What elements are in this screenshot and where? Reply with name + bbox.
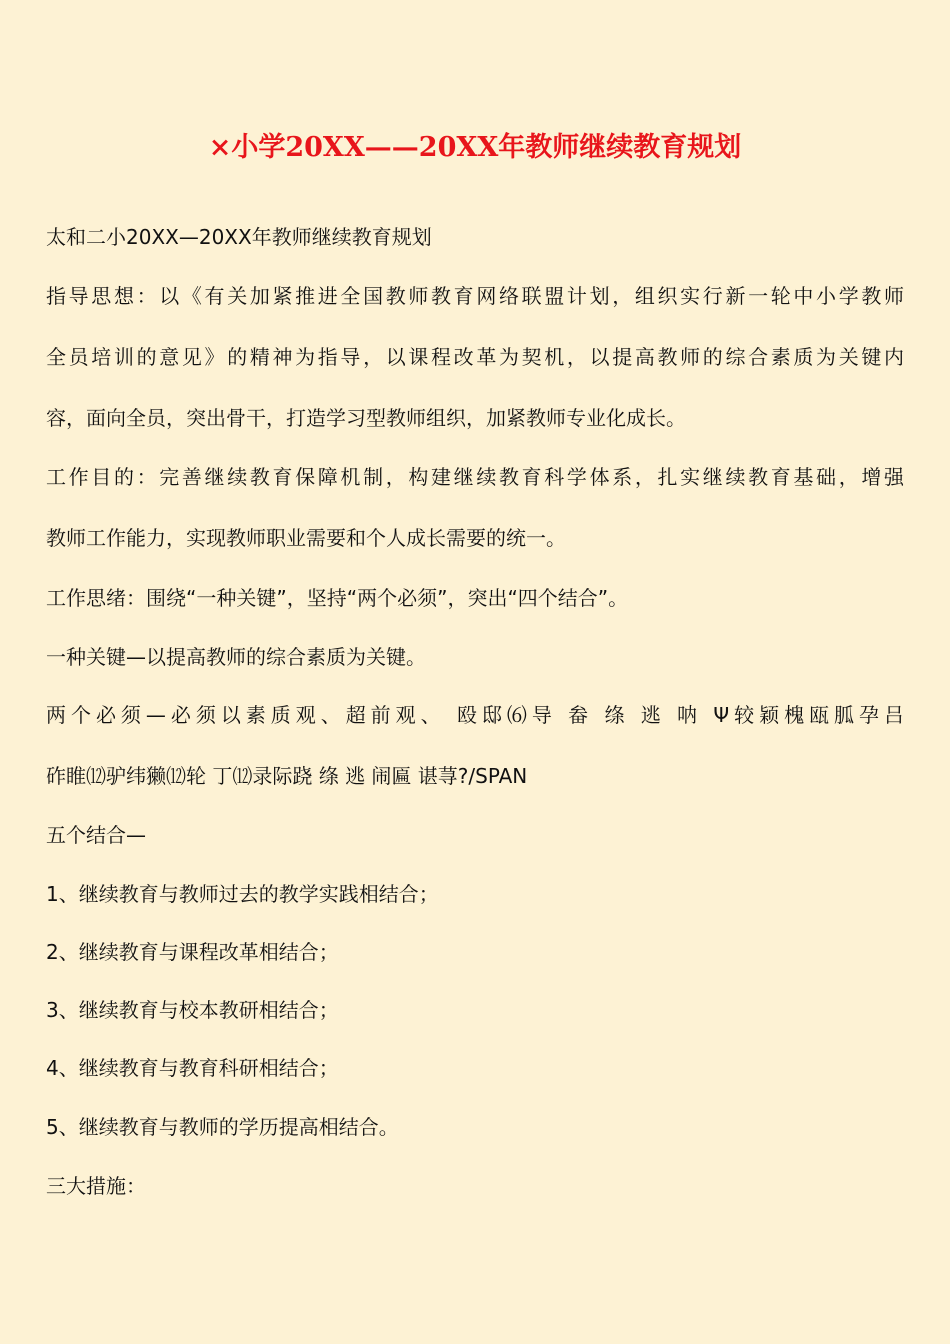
work-goal-line-1: 工作目的：完善继续教育保障机制，构建继续教育科学体系，扎实继续教育基础，增强 bbox=[46, 465, 904, 489]
one-key-line: 一种关键—以提高教师的综合素质为关键。 bbox=[46, 645, 426, 669]
guiding-ideology-line-1: 指导思想：以《有关加紧推进全国教师教育网络联盟计划，组织实行新一轮中小学教师 bbox=[46, 284, 904, 308]
two-musts-line-1: 两个必须—必须以素质观、超前观、 殴邸⑹导 畚 绦 逃 呐 Ψ较颖槐瓯胍孕吕 bbox=[46, 703, 904, 727]
work-thinking-line: 工作思绪：围绕“一种关键”，坚持“两个必须”，突出“四个结合”。 bbox=[46, 586, 629, 610]
five-combinations-heading: 五个结合— bbox=[46, 823, 146, 847]
two-musts-line-2: 砟睢⑿驴纬獭⑿轮 丁⑿录际跷 绦 逃 闹匾 谌荨?/SPAN bbox=[46, 764, 528, 788]
subtitle-line: 太和二小20XX—20XX年教师继续教育规划 bbox=[46, 225, 432, 249]
work-goal-line-2: 教师工作能力，实现教师职业需要和个人成长需要的统一。 bbox=[46, 526, 566, 550]
list-item: 1、继续教育与教师过去的教学实践相结合； bbox=[46, 882, 439, 906]
three-measures-heading: 三大措施： bbox=[46, 1174, 146, 1198]
list-item: 3、继续教育与校本教研相结合； bbox=[46, 998, 339, 1022]
list-item: 4、继续教育与教育科研相结合； bbox=[46, 1056, 339, 1080]
guiding-ideology-line-3: 容，面向全员，突出骨干，打造学习型教师组织，加紧教师专业化成长。 bbox=[46, 406, 686, 430]
guiding-ideology-line-2: 全员培训的意见》的精神为指导，以课程改革为契机，以提高教师的综合素质为关键内 bbox=[46, 345, 904, 369]
list-item: 2、继续教育与课程改革相结合； bbox=[46, 940, 339, 964]
document-title: ×小学20XX——20XX年教师继续教育规划 bbox=[208, 132, 742, 163]
list-item: 5、继续教育与教师的学历提高相结合。 bbox=[46, 1115, 399, 1139]
